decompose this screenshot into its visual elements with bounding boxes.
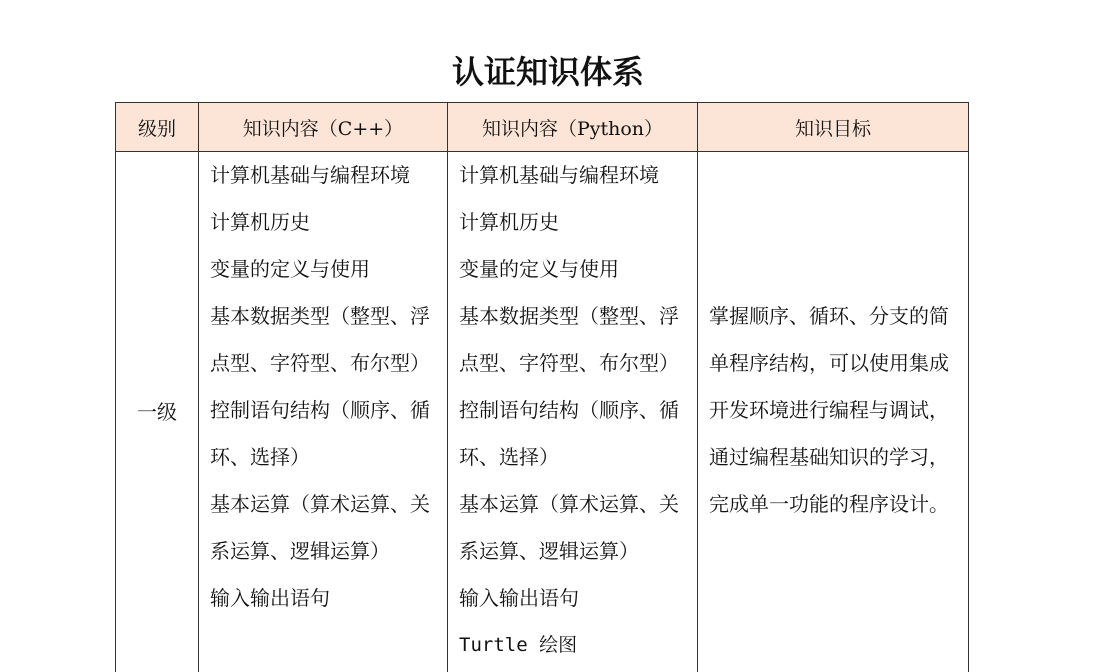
level-label: 一级 (137, 396, 177, 425)
python-item: 基本数据类型（整型、浮 (459, 293, 689, 340)
goal-text (709, 293, 960, 528)
header-goal: 知识目标 (698, 103, 969, 152)
python-item: 控制语句结构（顺序、循 (459, 387, 689, 434)
level-cell (116, 152, 199, 672)
cpp-item: 输入输出语句 (210, 575, 439, 622)
cpp-item: 基本运算（算术运算、关 (210, 481, 439, 528)
header-level: 级别 (116, 103, 199, 152)
page-title: 认证知识体系 (0, 50, 1096, 94)
python-item: Turtle 绘图 (459, 622, 689, 669)
cpp-item: 变量的定义与使用 (210, 246, 439, 293)
cpp-item: 点型、字符型、布尔型） (210, 340, 439, 387)
python-item: 点型、字符型、布尔型） (459, 340, 689, 387)
python-item: 环、选择） (459, 434, 689, 481)
table-header-row (116, 103, 969, 152)
table-row (116, 152, 969, 672)
goal-line: 完成单一功能的程序设计。 (709, 481, 960, 528)
goal-line: 通过编程基础知识的学习， (709, 434, 960, 481)
python-item: 计算机基础与编程环境 (459, 152, 689, 199)
cpp-item: 环、选择） (210, 434, 439, 481)
header-python-content: 知识内容（Python） (448, 103, 698, 152)
python-item: 输入输出语句 (459, 575, 689, 622)
goal-line: 单程序结构，可以使用集成 (709, 340, 960, 387)
goal-line: 开发环境进行编程与调试， (709, 387, 960, 434)
python-item: 计算机历史 (459, 199, 689, 246)
knowledge-table (115, 102, 969, 672)
cpp-item: 计算机历史 (210, 199, 439, 246)
python-item: 系运算、逻辑运算） (459, 528, 689, 575)
python-content-list (459, 152, 689, 669)
cpp-content-list (210, 152, 439, 622)
goal-cell (698, 152, 969, 672)
cpp-item: 控制语句结构（顺序、循 (210, 387, 439, 434)
cpp-item: 系运算、逻辑运算） (210, 528, 439, 575)
python-item: 基本运算（算术运算、关 (459, 481, 689, 528)
cpp-content-cell (199, 152, 448, 672)
cpp-item: 基本数据类型（整型、浮 (210, 293, 439, 340)
python-content-cell (448, 152, 698, 672)
header-cpp-content: 知识内容（C++） (199, 103, 448, 152)
goal-line: 掌握顺序、循环、分支的简 (709, 293, 960, 340)
cpp-item: 计算机基础与编程环境 (210, 152, 439, 199)
python-item: 变量的定义与使用 (459, 246, 689, 293)
